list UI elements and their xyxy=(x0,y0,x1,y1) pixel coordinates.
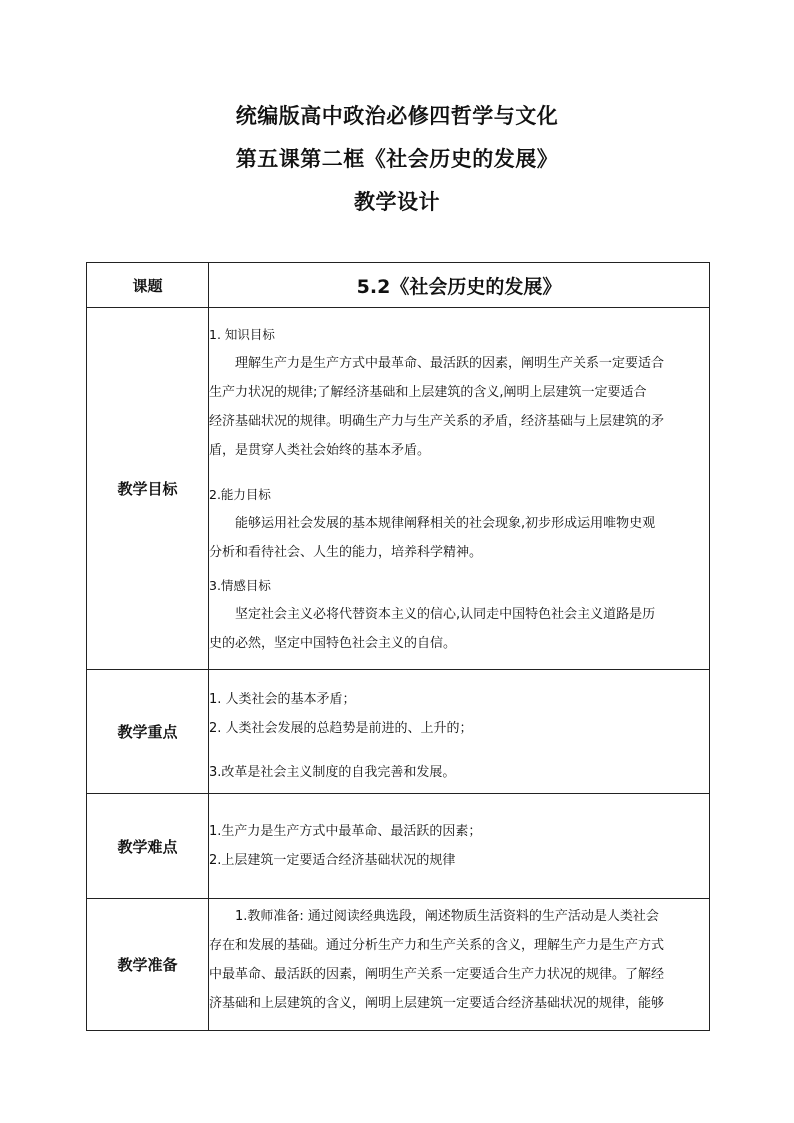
key-points-content xyxy=(209,670,710,794)
key-point-item: 2. 人类社会发展的总趋势是前进的、上升的； xyxy=(209,721,473,736)
difficulties-label: 教学难点 xyxy=(87,794,209,899)
spacer xyxy=(209,743,709,758)
ability-heading: 2.能力目标 xyxy=(209,486,271,502)
document-title-line-2: 第五课第二框《社会历史的发展》 xyxy=(235,147,559,171)
topic-value: 5.2《社会历史的发展》 xyxy=(209,263,710,308)
document-title-block xyxy=(0,100,794,229)
ability-line: 能够运用社会发展的基本规律阐释相关的社会现象,初步形成运用唯物史观 xyxy=(235,515,656,531)
key-point-item: 1. 人类社会的基本矛盾； xyxy=(209,692,356,707)
table-row-key-points xyxy=(87,670,710,794)
knowledge-line: 盾，是贯穿人类社会始终的基本矛盾。 xyxy=(209,442,431,458)
knowledge-line: 生产力状况的规律;了解经济基础和上层建筑的含义,阐明上层建筑一定要适合 xyxy=(209,384,647,400)
knowledge-heading: 1. 知识目标 xyxy=(209,326,275,342)
difficulty-item: 2.上层建筑一定要适合经济基础状况的规律 xyxy=(209,853,456,868)
emotion-line: 坚定社会主义必将代替资本主义的信心,认同走中国特色社会主义道路是历 xyxy=(235,606,656,622)
difficulties-content xyxy=(209,794,710,899)
table-row-objectives xyxy=(87,308,710,670)
difficulty-item: 1.生产力是生产方式中最革命、最活跃的因素； xyxy=(209,824,482,839)
knowledge-line: 理解生产力是生产方式中最革命、最活跃的因素，阐明生产关系一定要适合 xyxy=(235,355,665,371)
knowledge-line: 经济基础状况的规律。明确生产力与生产关系的矛盾，经济基础与上层建筑的矛 xyxy=(209,413,665,429)
key-points-label: 教学重点 xyxy=(87,670,209,794)
preparation-line: 中最革命、最活跃的因素，阐明生产关系一定要适合生产力状况的规律。了解经 xyxy=(209,967,665,982)
preparation-line: 1.教师准备: 通过阅读经典选段，阐述物质生活资料的生产活动是人类社会 xyxy=(235,909,659,924)
preparation-text xyxy=(209,899,709,1030)
emotion-line: 史的必然，坚定中国特色社会主义的自信。 xyxy=(209,635,457,651)
document-title-line-3: 教学设计 xyxy=(354,190,440,214)
preparation-label: 教学准备 xyxy=(87,899,209,1031)
spacer xyxy=(209,465,709,480)
topic-label: 课题 xyxy=(87,263,209,308)
objectives-label: 教学目标 xyxy=(87,308,209,670)
table-row-difficulties xyxy=(87,794,710,899)
objectives-content xyxy=(209,308,710,670)
preparation-line: 济基础和上层建筑的含义，阐明上层建筑一定要适合经济基础状况的规律，能够 xyxy=(209,996,665,1011)
key-point-item: 3.改革是社会主义制度的自我完善和发展。 xyxy=(209,765,456,780)
lesson-plan-table xyxy=(86,262,710,1031)
preparation-content xyxy=(209,899,710,1031)
ability-line: 分析和看待社会、人生的能力，培养科学精神。 xyxy=(209,544,483,560)
preparation-line: 存在和发展的基础。通过分析生产力和生产关系的含义，理解生产力是生产方式 xyxy=(209,938,665,953)
emotion-heading: 3.情感目标 xyxy=(209,577,271,593)
table-row-topic xyxy=(87,263,710,308)
table-row-preparation xyxy=(87,899,710,1031)
document-title-line-1: 统编版高中政治必修四哲学与文化 xyxy=(235,104,559,128)
